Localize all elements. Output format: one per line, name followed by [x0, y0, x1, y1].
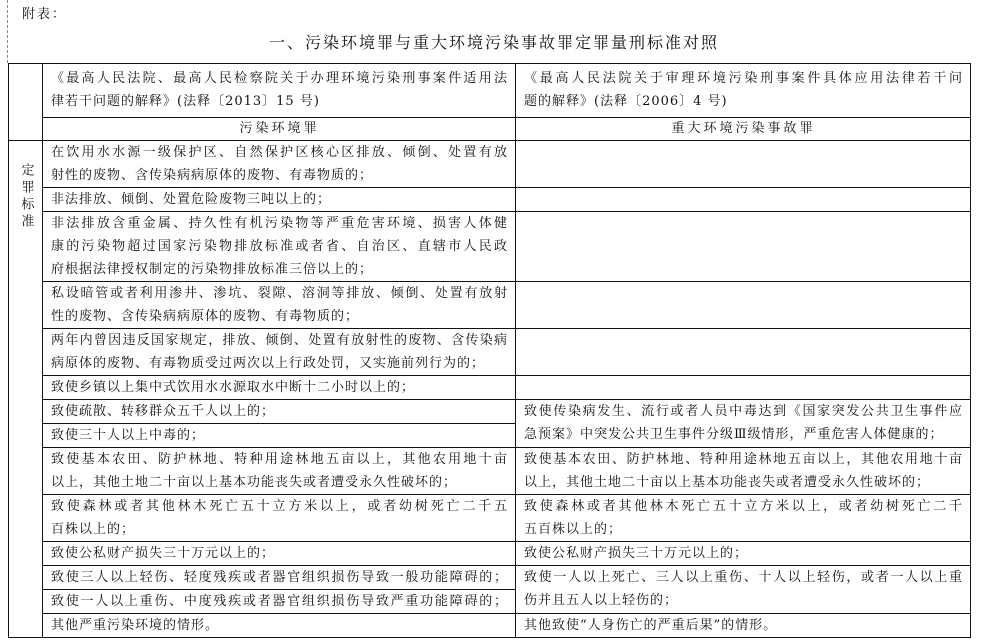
- cell-text-line: 其他严重污染环境的情形。: [51, 618, 220, 633]
- cell-pollution-crime: [43, 566, 516, 590]
- cell-pollution-crime: [43, 329, 516, 376]
- cell-text-line: 以上，其他土地二十亩以上基本功能丧失或者遭受永久性破坏的；: [524, 475, 931, 490]
- cell-major-accident-crime-empty: [516, 376, 971, 400]
- header-corner-cell: [9, 64, 43, 141]
- cell-text-line: 射性的废物、含传染病病原体的废物、有毒物质的；: [51, 168, 374, 183]
- cell-pollution-crime: [43, 376, 516, 400]
- cell-pollution-crime: [43, 400, 516, 424]
- cell-text-line: 以上，其他土地二十亩以上基本功能丧失或者遭受永久性破坏的；: [51, 475, 458, 490]
- cell-text-line: 致使基本农田、防护林地、特种用途林地五亩以上，其他农用地十亩: [524, 452, 963, 467]
- table-row: [9, 400, 971, 424]
- cell-text-line: 致使公私财产损失三十万元以上的；: [51, 546, 276, 561]
- column-title-major-accident-crime: 重大环境污染事故罪: [516, 118, 971, 141]
- cell-text-line: 非法排放、倾倒、处置危险废物三吨以上的；: [51, 192, 332, 207]
- page-title: 一、污染环境罪与重大环境污染事故罪定罪量刑标准对照: [268, 33, 719, 52]
- cell-pollution-crime: [43, 590, 516, 614]
- cell-major-accident-crime-empty: [516, 282, 971, 329]
- cell-pollution-crime: [43, 282, 516, 329]
- cell-text-line: 致使森林或者其他林木死亡五十立方米以上，或者幼树死亡二千五: [51, 499, 508, 514]
- cell-pollution-crime: [43, 188, 516, 212]
- cell-text-line: 致使疏散、转移群众五千人以上的；: [51, 404, 276, 419]
- table-row: [9, 141, 971, 188]
- cell-text-line: 致使一人以上重伤、中度残疾或者器官组织损伤导致严重功能障碍的；: [51, 594, 508, 609]
- side-label-conviction-standard: 定罪标准: [18, 163, 34, 231]
- cell-major-accident-crime: [516, 614, 971, 638]
- cell-text-line: 两年内曾因违反国家规定，排放、倾倒、处置有放射性的废物、含传染病: [51, 333, 508, 348]
- cell-major-accident-crime-empty: [516, 141, 971, 188]
- header-cell-2006-interpretation: [516, 64, 971, 118]
- cell-text-line: 致使森林或者其他林木死亡五十立方米以上，或者幼树死亡二千: [524, 499, 963, 514]
- cell-text-line: 题的解释》(法释〔2006〕4 号): [524, 94, 728, 109]
- cell-pollution-crime: [43, 542, 516, 566]
- cell-text-line: 私设暗管或者利用渗井、渗坑、裂隙、溶洞等排放、倾倒、处置有放射: [51, 286, 508, 301]
- standards-comparison-table: [8, 63, 971, 638]
- table-row: [9, 212, 971, 282]
- cell-text-line: 在饮用水水源一级保护区、自然保护区核心区排放、倾倒、处置有放: [51, 145, 508, 160]
- cell-pollution-crime: [43, 614, 516, 638]
- cell-pollution-crime: [43, 141, 516, 188]
- cell-text-line: 伤并且五人以上轻伤的；: [524, 593, 679, 608]
- cell-text-line: 非法排放含重金属、持久性有机污染物等严重危害环境、损害人体健: [51, 216, 508, 231]
- cell-text-line: 百株以上的；: [51, 522, 136, 537]
- cell-pollution-crime: [43, 424, 516, 448]
- cell-text-line: 府根据法律授权制定的污染物排放标准三倍以上的；: [51, 262, 374, 277]
- cell-text-line: 急预案》中突发公共卫生事件分级Ⅲ级情形，严重危害人体健康的；: [524, 427, 944, 442]
- cell-major-accident-crime-empty: [516, 329, 971, 376]
- cell-text-line: 性的废物、含传染病病原体的废物、有毒物质的；: [51, 309, 360, 324]
- table-row: [9, 495, 971, 542]
- table-row: [9, 329, 971, 376]
- cell-text-line: 致使公私财产损失三十万元以上的；: [524, 546, 749, 561]
- cell-pollution-crime: [43, 212, 516, 282]
- cell-major-accident-crime: [516, 495, 971, 542]
- cell-text-line: 《最高人民法院、最高人民检察院关于办理环境污染刑事案件适用法: [51, 71, 508, 86]
- table-row: [9, 188, 971, 212]
- cell-major-accident-crime-empty: [516, 188, 971, 212]
- table-row: [9, 282, 971, 329]
- cell-major-accident-crime: [516, 542, 971, 566]
- cell-pollution-crime: [43, 448, 516, 495]
- cell-text-line: 致使乡镇以上集中式饮用水水源取水中断十二小时以上的；: [51, 380, 416, 395]
- table-header-row: [9, 64, 971, 118]
- cell-pollution-crime: [43, 495, 516, 542]
- header-cell-2013-interpretation: [43, 64, 516, 118]
- table-row: [9, 448, 971, 495]
- cell-text-line: 五百株以上的；: [524, 522, 623, 537]
- cell-text-line: 病原体的废物、有毒物质受过两次以上行政处罚，又实施前列行为的；: [51, 356, 486, 371]
- table-row: [9, 376, 971, 400]
- cell-major-accident-crime: [516, 448, 971, 495]
- cell-text-line: 致使基本农田、防护林地、特种用途林地五亩以上，其他农用地十亩: [51, 452, 508, 467]
- column-title-pollution-crime: 污染环境罪: [43, 118, 516, 141]
- cell-text-line: 《最高人民法院关于审理环境污染刑事案件具体应用法律若干问: [524, 71, 963, 86]
- cell-text-line: 致使一人以上死亡、三人以上重伤、十人以上轻伤，或者一人以上重: [524, 570, 963, 585]
- annex-label: 附表：: [22, 7, 68, 22]
- table-row: [9, 566, 971, 590]
- cell-major-accident-crime: [516, 566, 971, 614]
- table-row: [9, 542, 971, 566]
- cell-text-line: 康的污染物超过国家污染物排放标准或者省、自治区、直辖市人民政: [51, 239, 508, 254]
- table-row: [9, 614, 971, 638]
- cell-text-line: 其他致使“人身伤亡的严重后果”的情形。: [524, 618, 778, 633]
- cell-major-accident-crime: [516, 400, 971, 448]
- column-title-row: [9, 118, 971, 141]
- side-label-cell: [9, 141, 43, 638]
- cell-text-line: 致使传染病发生、流行或者人员中毒达到《国家突发公共卫生事件应: [524, 404, 963, 419]
- cell-major-accident-crime-empty: [516, 212, 971, 282]
- cell-text-line: 致使三人以上轻伤、轻度残疾或者器官组织损伤导致一般功能障碍的；: [51, 570, 508, 585]
- cell-text-line: 致使三十人以上中毒的；: [51, 428, 206, 443]
- cell-text-line: 律若干问题的解释》(法释〔2013〕15 号): [51, 94, 320, 109]
